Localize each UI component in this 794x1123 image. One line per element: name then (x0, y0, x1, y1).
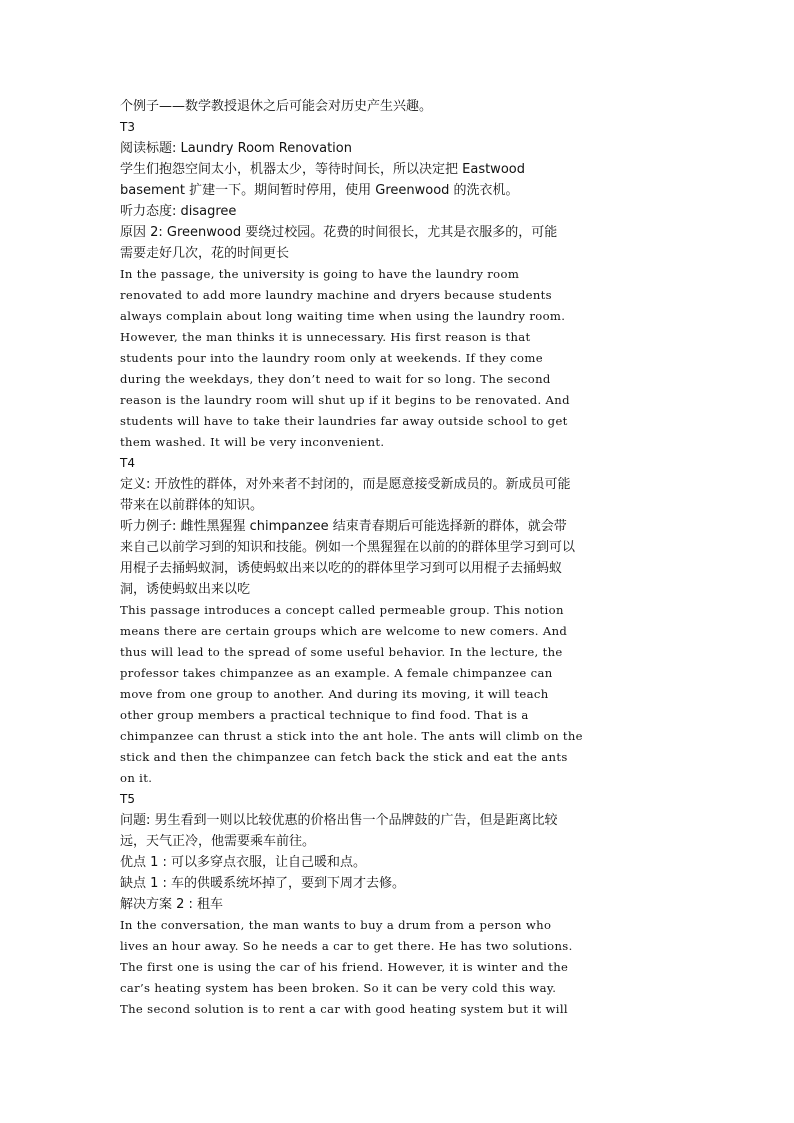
text-line: 来自己以前学习到的知识和技能。例如一个黑猩猩在以前的的群体里学习到可以 (120, 540, 576, 555)
text-line: 个例子——数学教授退休之后可能会对历史产生兴趣。 (120, 99, 433, 114)
paragraph-line: always complain about long waiting time when using the laundry room. (120, 309, 566, 323)
paragraph-line: The second solution is to rent a car with good heating system but it will (120, 1002, 568, 1016)
text-line: 定义: 开放性的群体，对外来者不封闭的，而是愿意接受新成员的。新成员可能 (120, 477, 571, 492)
paragraph-line: lives an hour away. So he needs a car to get there. He has two solutions. (120, 939, 573, 953)
paragraph-line: However, the man thinks it is unnecessary. His first reason is that (120, 330, 531, 344)
text-line: 问题: 男生看到一则以比较优惠的价格出售一个品牌鼓的广告，但是距离比较 (120, 813, 558, 828)
text-line: 带来在以前群体的知识。 (120, 498, 264, 513)
text-line: 用棍子去捅蚂蚁洞，诱使蚂蚁出来以吃的的群体里学习到可以用棍子去捅蚂蚁 (120, 561, 563, 576)
paragraph-line: students will have to take their laundries far away outside school to get (120, 414, 568, 428)
paragraph-line: on it. (120, 771, 153, 785)
text-line: 听力态度: disagree (120, 204, 237, 219)
paragraph-line: students pour into the laundry room only at weekends. If they come (120, 351, 543, 365)
paragraph-line: The first one is using the car of his friend. However, it is winter and the (120, 960, 569, 974)
paragraph-line: This passage introduces a concept called permeable group. This notion (120, 603, 564, 617)
paragraph-line: them washed. It will be very inconvenient. (120, 435, 385, 449)
text-line: 原因 2: Greenwood 要绕过校园。花费的时间很长，尤其是衣服多的，可能 (120, 225, 558, 240)
paragraph-line: thus will lead to the spread of some useful behavior. In the lecture, the (120, 645, 563, 659)
paragraph-line: car’s heating system has been broken. So it can be very cold this way. (120, 981, 557, 995)
paragraph-line: stick and then the chimpanzee can fetch back the stick and eat the ants (120, 750, 568, 764)
paragraph-line: other group members a practical technique to find food. That is a (120, 708, 529, 722)
text-line: 学生们抱怨空间太小，机器太少，等待时间长，所以决定把 Eastwood (120, 162, 525, 177)
text-line: 阅读标题: Laundry Room Renovation (120, 141, 352, 156)
text-line: basement 扩建一下。期间暂时停用，使用 Greenwood 的洗衣机。 (120, 183, 519, 198)
paragraph-line: during the weekdays, they don’t need to wait for so long. The second (120, 372, 551, 386)
paragraph-line: chimpanzee can thrust a stick into the ant hole. The ants will climb on the (120, 729, 583, 743)
paragraph-line: move from one group to another. And during its moving, it will teach (120, 687, 549, 701)
paragraph-line: renovated to add more laundry machine and dryers because students (120, 288, 552, 302)
document-page (120, 96, 660, 1020)
section-heading-t3: T3 (120, 120, 135, 134)
paragraph-line: professor takes chimpanzee as an example. A female chimpanzee can (120, 666, 553, 680)
section-heading-t5: T5 (120, 792, 135, 806)
text-line: 缺点 1 : 车的供暖系统坏掉了，要到下周才去修。 (120, 876, 406, 891)
text-line: 远，天气正冷，他需要乘车前往。 (120, 834, 316, 849)
paragraph-line: In the conversation, the man wants to buy a drum from a person who (120, 918, 552, 932)
text-line: 洞，诱使蚂蚁出来以吃 (120, 582, 251, 597)
paragraph-line: means there are certain groups which are welcome to new comers. And (120, 624, 568, 638)
text-line: 听力例子: 雌性黑猩猩 chimpanzee 结束青春期后可能选择新的群体，就会带 (120, 519, 567, 534)
paragraph-line: reason is the laundry room will shut up if it begins to be renovated. And (120, 393, 570, 407)
text-line: 解决方案 2 : 租车 (120, 897, 224, 912)
paragraph-line: In the passage, the university is going to have the laundry room (120, 267, 520, 281)
text-line: 需要走好几次，花的时间更长 (120, 246, 290, 261)
text-line: 优点 1 : 可以多穿点衣服，让自己暖和点。 (120, 855, 367, 870)
section-heading-t4: T4 (120, 456, 135, 470)
